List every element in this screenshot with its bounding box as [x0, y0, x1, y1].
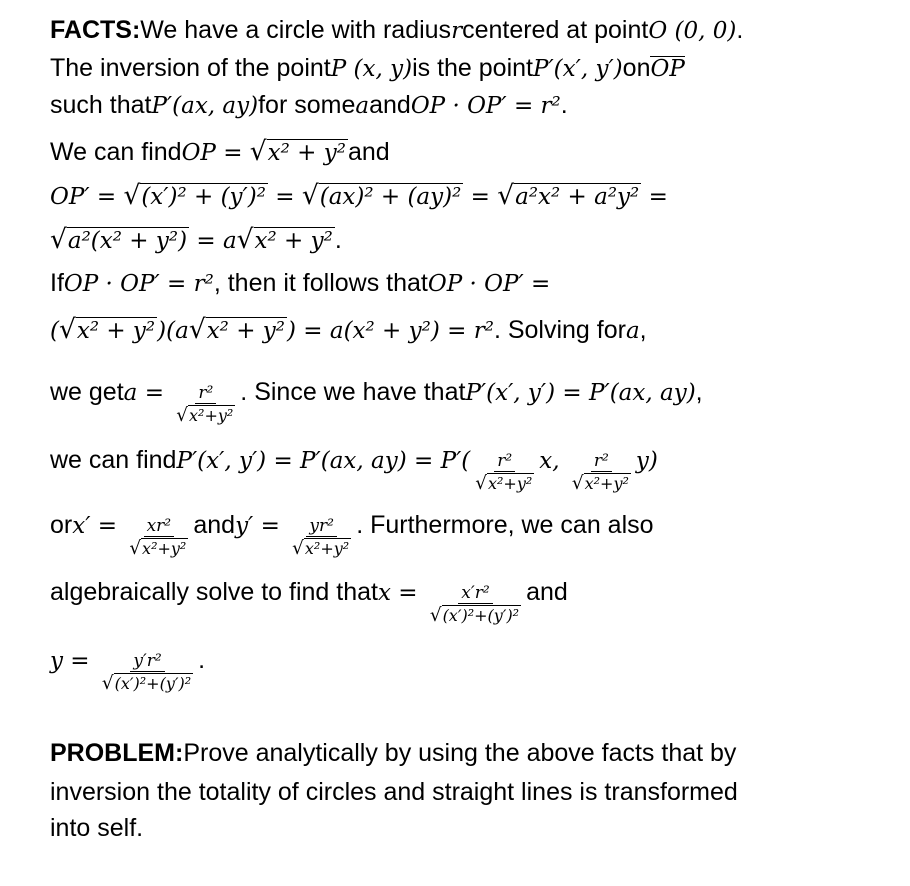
- text-line: [50, 134, 390, 170]
- denominator: [473, 472, 536, 495]
- denominator: [570, 472, 633, 495]
- math-expression: OP′ =: [50, 184, 124, 210]
- radicand: x² + y²: [254, 228, 333, 254]
- math-expression: ) = a(x² + y²) = r²: [287, 318, 494, 344]
- text: .: [334, 226, 342, 254]
- math-expression: r: [451, 18, 463, 44]
- square-root: [250, 134, 348, 170]
- radical-sign: √: [176, 405, 188, 427]
- fraction: [124, 505, 193, 561]
- text-line: [50, 774, 738, 810]
- fraction: [287, 505, 356, 561]
- numerator: yr²: [306, 516, 337, 537]
- radicand: (ax)² + (ay)²: [319, 184, 462, 210]
- denominator-root: [572, 472, 631, 495]
- math-expression: P (x, y): [330, 56, 413, 82]
- radical-sign: √: [292, 538, 304, 560]
- fraction-body: [174, 383, 237, 428]
- text: . Furthermore, we can also: [356, 511, 654, 539]
- math-expression: y′ =: [235, 513, 288, 539]
- radical-sign: √: [301, 180, 319, 211]
- text: ,: [695, 378, 703, 406]
- text: If: [50, 269, 64, 297]
- math-expression: a: [625, 318, 640, 344]
- text: . Solving for: [493, 316, 626, 344]
- math-expression: OP · OP′ = r²: [63, 271, 214, 297]
- radical-sign: √: [571, 473, 584, 495]
- text: and: [193, 511, 236, 539]
- math-expression: x,: [539, 448, 567, 474]
- text-line: [50, 222, 342, 258]
- text-line: [50, 12, 743, 48]
- bold-label: FACTS:: [50, 16, 141, 44]
- math-expression: =: [641, 184, 668, 210]
- text: and: [347, 138, 390, 166]
- bold-label: PROBLEM:: [50, 739, 184, 767]
- radical-sign: √: [58, 314, 76, 345]
- math-expression: P′(ax, ay): [151, 93, 259, 119]
- text: or: [50, 511, 73, 539]
- text-line: [50, 87, 568, 123]
- text-line: [50, 574, 568, 627]
- square-root: [497, 178, 641, 214]
- radicand: (x′)²+(y′)²: [114, 674, 192, 694]
- text: and: [526, 578, 568, 606]
- math-expression: (: [50, 318, 59, 344]
- text-line: [50, 178, 668, 214]
- text-line: [50, 507, 654, 560]
- radical-sign: √: [101, 673, 114, 695]
- text: Prove analytically by using the above facts that by: [183, 739, 737, 767]
- denominator-root: [176, 404, 235, 427]
- radicand: x²+y²: [584, 474, 629, 494]
- radicand: (x′)² + (y′)²: [141, 184, 266, 210]
- text: The inversion of the point: [50, 54, 331, 82]
- radicand: x² + y²: [267, 140, 346, 166]
- numerator: x′r²: [458, 583, 492, 604]
- radical-sign: √: [123, 180, 141, 211]
- radicand: a²(x² + y²): [67, 228, 188, 254]
- numerator: r²: [494, 451, 515, 472]
- math-expression: =: [463, 184, 498, 210]
- numerator: r²: [591, 451, 612, 472]
- text: on: [622, 54, 651, 82]
- square-root: [123, 178, 268, 214]
- fraction: [171, 372, 240, 428]
- math-expression: )(a: [157, 318, 189, 344]
- fraction-body: [473, 451, 536, 496]
- fraction-body: [428, 583, 523, 628]
- fraction: [97, 640, 198, 696]
- math-expression: a: [355, 93, 370, 119]
- math-expression: x′ =: [72, 513, 125, 539]
- text-line: [50, 442, 658, 495]
- fraction: [567, 440, 636, 496]
- math-expression: =: [267, 184, 302, 210]
- square-root: [237, 222, 335, 258]
- text: is the point: [412, 54, 533, 82]
- radical-sign: √: [475, 473, 487, 495]
- text: inversion the totality of circles and straight lines is transformed: [50, 778, 738, 806]
- radicand: x²+y²: [487, 474, 533, 494]
- radical-sign: √: [50, 224, 67, 255]
- fraction-body: [290, 516, 353, 561]
- square-root: [59, 312, 157, 348]
- square-root: [50, 222, 189, 258]
- math-expression: x =: [377, 580, 425, 606]
- text-line: [50, 50, 685, 86]
- numerator: y′r²: [130, 651, 164, 672]
- square-root: [302, 178, 463, 214]
- text: and: [369, 91, 411, 119]
- radical-sign: √: [249, 136, 267, 167]
- text: algebraically solve to find that: [50, 578, 378, 606]
- denominator: [100, 672, 195, 695]
- radicand: x²+y²: [304, 539, 350, 559]
- math-expression: O (0, 0): [648, 18, 737, 44]
- line-segment: OP: [650, 56, 685, 82]
- denominator: [127, 537, 190, 560]
- denominator-root: [430, 604, 521, 627]
- fraction-body: [570, 451, 633, 496]
- radicand: x²+y²: [189, 406, 234, 426]
- text: such that: [50, 91, 152, 119]
- denominator: [428, 604, 523, 627]
- math-expression: P′(x′, y′) = P′(ax, ay): [465, 380, 696, 406]
- text: .: [736, 16, 744, 44]
- fraction-body: [100, 651, 195, 696]
- math-expression: y =: [50, 648, 97, 674]
- radical-sign: √: [429, 605, 442, 627]
- text-line: [50, 735, 736, 771]
- text: into self.: [50, 814, 144, 842]
- math-expression: OP · OP′ =: [427, 271, 551, 297]
- radical-sign: √: [236, 224, 254, 255]
- denominator: [174, 404, 237, 427]
- fraction-body: [127, 516, 190, 561]
- radicand: x²+y²: [142, 539, 187, 559]
- text: centered at point: [462, 16, 649, 44]
- radical-sign: √: [188, 314, 206, 345]
- fraction: [425, 572, 526, 628]
- text-line: [50, 810, 143, 846]
- denominator: [290, 537, 353, 560]
- radicand: (x′)²+(y′)²: [442, 606, 520, 626]
- math-expression: P′(x′, y′): [532, 56, 623, 82]
- math-expression: OP · OP′ = r²: [410, 93, 561, 119]
- denominator-root: [475, 472, 534, 495]
- text: , then it follows that: [213, 269, 428, 297]
- text: ,: [639, 316, 647, 344]
- text: We have a circle with radius: [140, 16, 452, 44]
- text-line: [50, 642, 206, 695]
- text-line: [50, 374, 703, 427]
- radicand: a²x² + a²y²: [515, 184, 640, 210]
- text: we get: [50, 378, 124, 406]
- numerator: xr²: [144, 516, 175, 537]
- text-line: [50, 312, 647, 348]
- text: . Since we have that: [240, 378, 466, 406]
- math-expression: OP =: [181, 140, 250, 166]
- radicand: x² + y²: [206, 318, 285, 344]
- fraction: [470, 440, 539, 496]
- denominator-root: [292, 537, 351, 560]
- text: .: [560, 91, 568, 119]
- numerator: r²: [195, 383, 216, 404]
- denominator-root: [129, 537, 188, 560]
- text: we can find: [50, 446, 177, 474]
- denominator-root: [102, 672, 193, 695]
- math-expression: P′(x′, y′) = P′(ax, ay) = P′(: [176, 448, 471, 474]
- radical-sign: √: [129, 538, 142, 560]
- text: We can find: [50, 138, 182, 166]
- math-expression: = a: [189, 228, 237, 254]
- math-expression: a =: [123, 380, 172, 406]
- math-expression: y): [635, 448, 658, 474]
- text-line: [50, 265, 550, 301]
- radicand: x² + y²: [76, 318, 156, 344]
- square-root: [189, 312, 287, 348]
- text: for some: [258, 91, 356, 119]
- radical-sign: √: [497, 180, 515, 211]
- text: .: [198, 646, 206, 674]
